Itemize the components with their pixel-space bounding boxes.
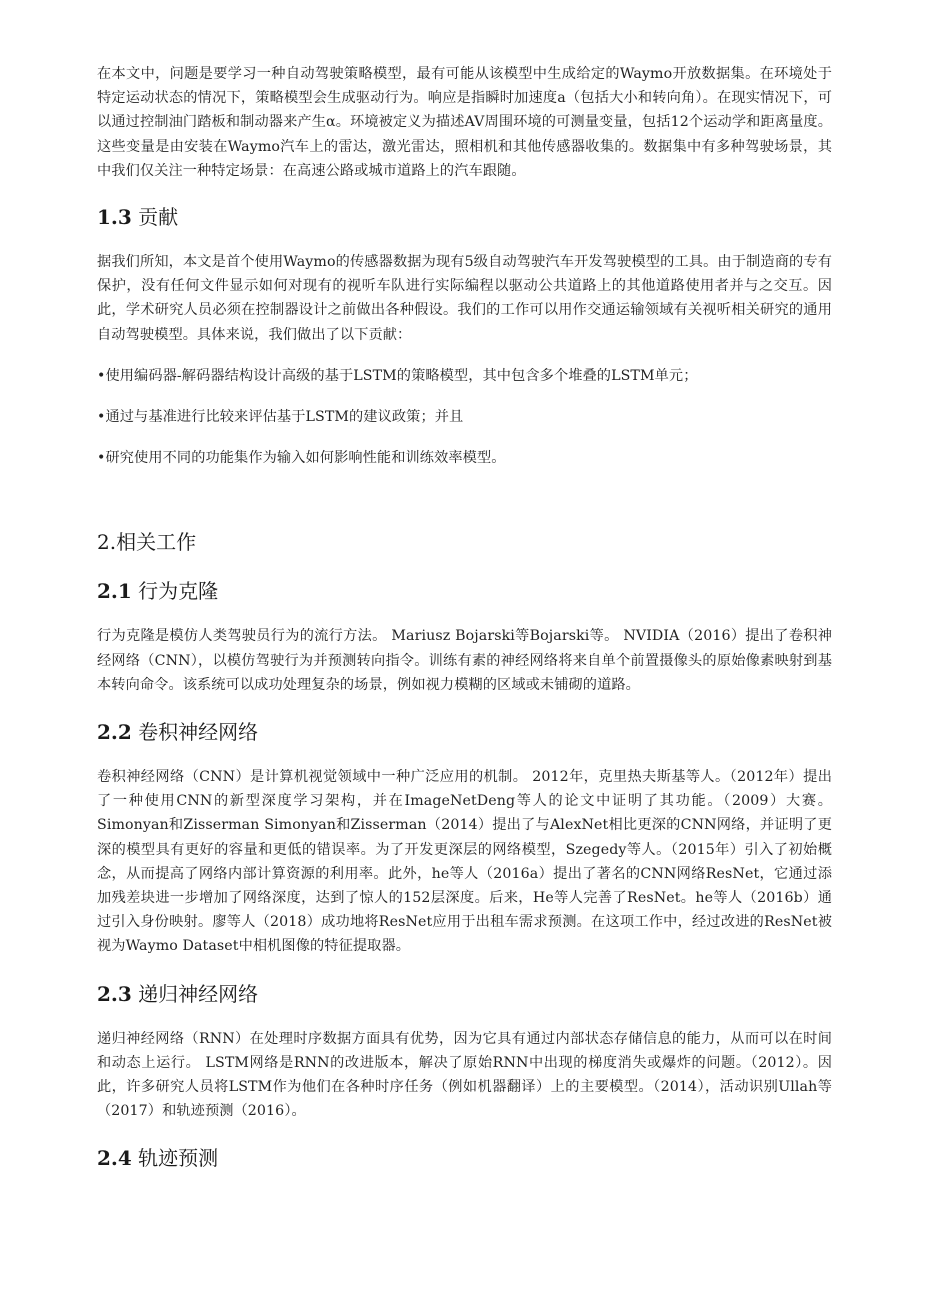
section-2-heading: 2.相关工作 (97, 530, 197, 555)
section-2-2-heading (97, 718, 832, 746)
section-number: 2.3 (97, 981, 132, 1006)
section-1-3-paragraph: 据我们所知，本文是首个使用Waymo的传感器数据为现有5级自动驾驶汽车开发驾驶模型的工具。由于制造商的专有保护，没有任何文件显示如何对现有的视听车队进行实际编程以驱动公共道路上的其他道路使用者并与之交互。因此，学术研究人员必须在控制器设计之前做出各种假设。我们的工作可以用作交通运输领域有关视听相关研究的通用自动驾驶模型。具体来说，我们做出了以下贡献： (97, 254, 832, 343)
contribution-bullet-1: •使用编码器-解码器结构设计高级的基于LSTM的策略模型，其中包含多个堆叠的LSTM单元； (97, 367, 698, 384)
section-title: 贡献 (138, 205, 179, 230)
contribution-bullet-3: •研究使用不同的功能集作为输入如何影响性能和训练效率模型。 (97, 450, 506, 467)
section-2-3-paragraph: 递归神经网络（RNN）在处理时序数据方面具有优势，因为它具有通过内部状态存储信息的能力，从而可以在时间和动态上运行。 LSTM网络是RNN的改进版本，解决了原始RNN中出现的梯度消失或爆炸的问题。（2012）。因此，许多研究人员将LSTM作为他们在各种时序任务（例如机器翻译）上的主要模型。（2014），活动识别Ullah等（2017）和轨迹预测（2016）。 (97, 1030, 832, 1120)
section-1-3-heading (97, 203, 832, 231)
contribution-bullet-2: •通过与基准进行比较来评估基于LSTM的建议政策；并且 (97, 409, 464, 426)
intro-paragraph: 在本文中，问题是要学习一种自动驾驶策略模型，最有可能从该模型中生成给定的Waymo开放数据集。在环境处于特定运动状态的情况下，策略模型会生成驱动行为。响应是指瞬时加速度a（包括大小和转向角）。在现实情况下，可以通过控制油门踏板和制动器来产生α。环境被定义为描述AV周围环境的可测量变量，包括12个运动学和距离量度。这些变量是由安装在Waymo汽车上的雷达，激光雷达，照相机和其他传感器收集的。数据集中有多种驾驶场景，其中我们仅关注一种特定场景：在高速公路或城市道路上的汽车跟随。 (97, 66, 832, 179)
section-2-1-paragraph: 行为克隆是模仿人类驾驶员行为的流行方法。 Mariusz Bojarski等Bojarski等。 NVIDIA（2016）提出了卷积神经网络（CNN），以模仿驾驶行为并预测转向指令。训练有素的神经网络将来自单个前置摄像头的原始像素映射到基本转向命令。该系统可以成功处理复杂的场景，例如视力模糊的区域或未铺砌的道路。 (97, 628, 832, 693)
section-number: 1.3 (97, 205, 132, 230)
section-title: 递归神经网络 (138, 981, 259, 1006)
section-title: 行为克隆 (138, 579, 219, 604)
section-number: 2.4 (97, 1146, 132, 1171)
section-2-3-heading (97, 980, 832, 1008)
section-title: 卷积神经网络 (138, 720, 259, 745)
section-2-2-paragraph: 卷积神经网络（CNN）是计算机视觉领域中一种广泛应用的机制。 2012年，克里热夫斯基等人。（2012年）提出了一种使用CNN的新型深度学习架构，并在ImageNetDeng等人的论文中证明了其功能。（2009）大赛。 Simonyan和Zisserman Simonyan和Zisserman（2014）提出了与AlexNet相比更深的CNN网络，并证明了更深的模型具有更好的容量和更低的错误率。为了开发更深层的网络模型，Szegedy等人。（2015年）引入了初始概念，从而提高了网络内部计算资源的利用率。此外，he等人（2016a）提出了著名的CNN网络ResNet，它通过添加残差块进一步增加了网络深度，达到了惊人的152层深度。后来，He等人完善了ResNet。he等人（2016b）通过引入身份映射。廖等人（2018）成功地将ResNet应用于出租车需求预测。在这项工作中，经过改进的ResNet被视为Waymo Dataset中相机图像的特征提取器。 (97, 769, 832, 955)
section-title: 轨迹预测 (138, 1146, 219, 1171)
section-2-4-heading (97, 1144, 832, 1172)
section-2-1-heading (97, 577, 832, 605)
section-number: 2.1 (97, 579, 132, 604)
section-number: 2.2 (97, 720, 132, 745)
